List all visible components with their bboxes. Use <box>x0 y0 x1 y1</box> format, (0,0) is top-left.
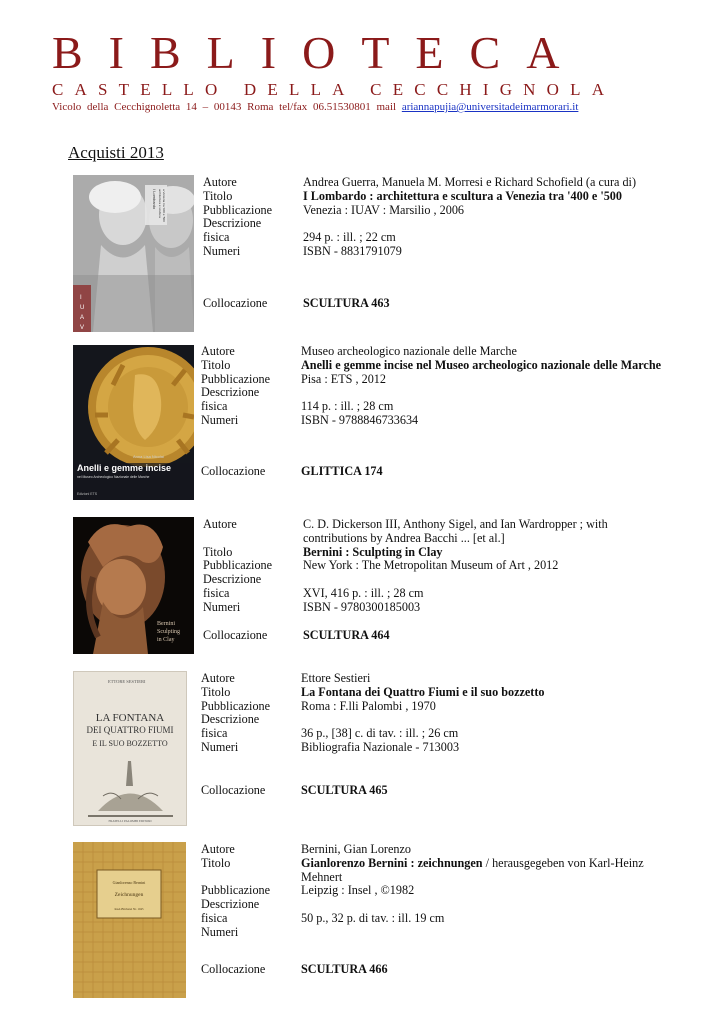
library-title: BIBLIOTECA <box>52 27 586 78</box>
entry-fields <box>201 842 671 976</box>
label-fisica: fisica <box>201 726 228 741</box>
label-pubblicazione: Pubblicazione <box>201 698 271 713</box>
cover-subtitle-text: nel Museo Archeologico Nazionale delle Marche <box>77 475 150 479</box>
cover-letter-a: A <box>80 315 85 321</box>
entry-fields <box>203 517 673 642</box>
numbers-value: ISBN - 9788846733634 <box>301 412 419 427</box>
numbers-value: Bibliografia Nazionale - 713003 <box>301 739 460 754</box>
cover-title-text: Anelli e gemme incise <box>77 463 172 473</box>
physical-description-value: 114 p. : ill. ; 28 cm <box>301 399 394 414</box>
title-value: Bernini : Sculpting in Clay <box>303 544 443 559</box>
label-titolo: Titolo <box>201 357 231 372</box>
label-autore: Autore <box>203 175 237 189</box>
label-collocazione: Collocazione <box>203 628 268 642</box>
label-numeri: Numeri <box>203 243 241 258</box>
title-value: I Lombardo : architettura e scultura a Venezia tra '400 e '500 <box>303 188 622 203</box>
physical-description-value: XVI, 416 p. : ill. ; 28 cm <box>303 585 424 600</box>
publication-value: Pisa : ETS , 2012 <box>301 371 386 386</box>
title-value: La Fontana dei Quattro Fiumi e il suo bozzetto <box>301 684 545 699</box>
label-descrizione: Descrizione <box>203 216 262 231</box>
physical-description-value: 294 p. : ill. ; 22 cm <box>303 230 396 245</box>
section-title: Acquisti 2013 <box>68 143 164 162</box>
book-cover-image <box>73 671 187 826</box>
cover-subtitle-text: DEI QUATTRO FIUMI <box>86 725 174 735</box>
cover-subtitle-text: Sculpting <box>157 629 181 635</box>
cover-letter-i: I <box>80 295 82 301</box>
shelfmark-value: GLITTICA 174 <box>301 464 383 478</box>
cover-subtitle-text-2: a Venezia tra '400 e '500 <box>162 189 166 222</box>
cover-title-text: LA FONTANA <box>95 712 165 724</box>
label-autore: Autore <box>201 671 235 685</box>
label-titolo: Titolo <box>201 684 231 699</box>
numbers-value <box>301 926 671 940</box>
cover-author-text: Gianlorenzo Bernini <box>112 880 146 885</box>
label-pubblicazione: Pubblicazione <box>203 558 273 573</box>
title-value: Gianlorenzo Bernini : zeichnungen <box>301 855 483 870</box>
label-descrizione: Descrizione <box>201 712 260 727</box>
shelfmark-value: SCULTURA 466 <box>301 962 388 976</box>
book-cover-image <box>73 175 194 332</box>
label-pubblicazione: Pubblicazione <box>201 371 271 386</box>
cover-subtitle-text-2: E IL SUO BOZZETTO <box>92 739 168 748</box>
label-titolo: Titolo <box>201 855 231 870</box>
shelfmark-value: SCULTURA 465 <box>301 783 388 797</box>
email-link[interactable]: ariannapujia@universitadeimarmorari.it <box>401 101 579 113</box>
label-descrizione: Descrizione <box>201 897 260 912</box>
library-subtitle: CASTELLO DELLA CECCHIGNOLA <box>52 80 616 99</box>
label-fisica: fisica <box>201 910 228 925</box>
book-cover-image <box>73 842 186 998</box>
publication-value: Venezia : IUAV : Marsilio , 2006 <box>303 202 465 217</box>
physical-description-value: 36 p., [38] c. di tav. : ill. ; 26 cm <box>301 726 459 741</box>
label-titolo: Titolo <box>203 188 233 203</box>
author-value: Bernini, Gian Lorenzo <box>301 842 411 856</box>
cover-publisher-text: FRATELLI PALOMBI EDITORI <box>108 819 152 823</box>
label-autore: Autore <box>203 517 237 531</box>
shelfmark-value: SCULTURA 464 <box>303 628 390 642</box>
label-autore: Autore <box>201 344 235 358</box>
label-descrizione: Descrizione <box>203 572 262 587</box>
shelfmark-value: SCULTURA 463 <box>303 296 390 310</box>
cover-subtitle-text-2: in Clay <box>157 637 175 643</box>
entry-fields <box>201 671 671 797</box>
publication-value: Leipzig : Insel , ©1982 <box>301 883 415 898</box>
label-numeri: Numeri <box>201 412 239 427</box>
library-address <box>52 100 672 114</box>
numbers-value: ISBN - 8831791079 <box>303 243 402 258</box>
label-numeri: Numeri <box>201 739 239 754</box>
numbers-value: ISBN - 9780300185003 <box>303 599 421 614</box>
author-value: C. D. Dickerson III, Anthony Sigel, and Ian Wardropper ; with contributions by Andrea Bacchi ... [et al.] <box>303 517 608 545</box>
publication-value: New York : The Metropolitan Museum of Art , 2012 <box>303 558 559 573</box>
label-autore: Autore <box>201 842 235 856</box>
cover-publisher-text: Edizioni ETS <box>77 492 98 496</box>
cover-author-text: Anna Lisa Nicolai <box>133 454 164 459</box>
label-titolo: Titolo <box>203 544 233 559</box>
entry-fields <box>201 344 671 478</box>
label-collocazione: Collocazione <box>201 464 266 478</box>
cover-letter-v: V <box>80 325 85 331</box>
title-responsibility: / herausgegeben von Karl-Heinz Mehnert <box>301 855 644 884</box>
title-value: Anelli e gemme incise nel Museo archeologico nazionale delle Marche <box>301 357 662 372</box>
label-collocazione: Collocazione <box>203 296 268 310</box>
cover-subtitle-text: architettura e scultura <box>158 189 162 218</box>
cover-title-text: I Lombardo <box>152 189 157 210</box>
author-value: Andrea Guerra, Manuela M. Morresi e Richard Schofield (a cura di) <box>303 175 636 189</box>
entry-fields <box>203 175 673 310</box>
label-fisica: fisica <box>203 230 230 245</box>
cover-title-text: Zeichnungen <box>114 892 144 898</box>
book-cover-image <box>73 517 194 654</box>
cover-title-text: Bernini <box>157 621 175 627</box>
book-cover-image <box>73 345 194 500</box>
label-collocazione: Collocazione <box>201 962 266 976</box>
author-value: Museo archeologico nazionale delle Marche <box>301 344 517 358</box>
publication-value: Roma : F.lli Palombi , 1970 <box>301 698 436 713</box>
author-value: Ettore Sestieri <box>301 671 371 685</box>
label-numeri: Numeri <box>201 924 239 939</box>
label-fisica: fisica <box>203 585 230 600</box>
label-numeri: Numeri <box>203 599 241 614</box>
physical-description-value: 50 p., 32 p. di tav. : ill. 19 cm <box>301 910 445 925</box>
cover-author-text: ETTORE SESTIERI <box>108 679 146 684</box>
label-pubblicazione: Pubblicazione <box>203 202 273 217</box>
cover-series-text: Insel-Bücherei Nr. 1045 <box>114 907 144 911</box>
label-descrizione: Descrizione <box>201 385 260 400</box>
label-collocazione: Collocazione <box>201 783 266 797</box>
cover-letter-u: U <box>80 305 85 311</box>
address-text: Vicolo della Cecchignoletta 14 – 00143 Roma tel/fax 06.51530801 mail <box>52 101 402 113</box>
label-pubblicazione: Pubblicazione <box>201 883 271 898</box>
label-fisica: fisica <box>201 399 228 414</box>
